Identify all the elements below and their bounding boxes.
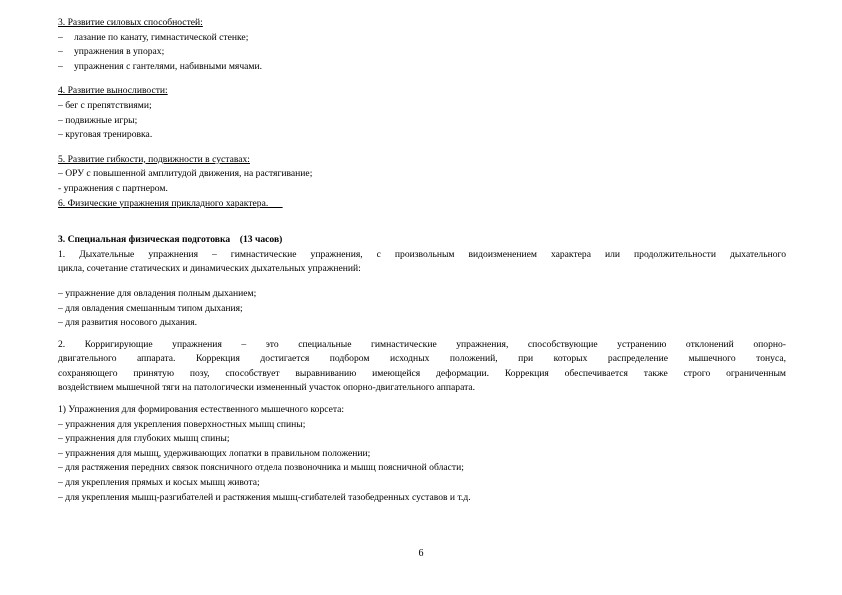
breathing-paragraph-line: цикла, сочетание статических и динамических дыхательных упражнений: xyxy=(58,263,361,275)
page-content xyxy=(58,16,786,505)
list-item: – для овладения смешанным типом дыхания; xyxy=(58,302,243,314)
list-item: – бег с препятствиями; xyxy=(58,99,152,111)
section-flexibility-heading: 5. Развитие гибкости, подвижности в суставах: xyxy=(58,153,250,165)
list-item: – упражнение для овладения полным дыханием; xyxy=(58,287,257,299)
list-item: – ОРУ с повышенной амплитудой движения, на растягивание; xyxy=(58,168,313,180)
list-item: – подвижные игры; xyxy=(58,114,138,126)
corset-heading: 1) Упражнения для формирования естественного мышечного корсета: xyxy=(58,404,345,416)
list-item: – упражнения в упорах; xyxy=(58,46,165,58)
list-item: - упражнения с партнером. xyxy=(58,182,168,194)
corrective-paragraph-line: сохраняющего принятую позу, способствует выравниванию имеющейся деформации. Коррекция обеспечивается также строго ограниченным xyxy=(58,367,786,379)
breathing-paragraph-line: 1. Дыхательные упражнения – гимнастические упражнения, с произвольным видоизменением характера или продолжительности дыхательного xyxy=(58,248,786,260)
list-item: – лазание по канату, гимнастической стенке; xyxy=(58,31,249,43)
list-item: – упражнения для укрепления поверхностных мышц спины; xyxy=(58,418,306,430)
list-item: – для растяжения передних связок поясничного отдела позвоночника и мышц поясничной области; xyxy=(58,462,464,474)
section-strength-heading: 3. Развитие силовых способностей: xyxy=(58,17,203,28)
list-item: – круговая тренировка. xyxy=(58,129,153,141)
section-endurance-heading: 4. Развитие выносливости: xyxy=(58,85,168,97)
list-item: – для укрепления мышц-разгибателей и растяжения мышц-сгибателей тазобедренных суставов и т.д. xyxy=(58,491,471,503)
list-item: – для укрепления прямых и косых мышц живота; xyxy=(58,477,260,489)
corrective-paragraph-line: воздействием мышечной тяги на патологически измененный участок опорно-двигательного аппарата. xyxy=(58,382,476,394)
list-item: – упражнения с гантелями, набивными мячами. xyxy=(58,60,263,72)
page-number: 6 xyxy=(418,548,424,559)
special-training-heading: 3. Специальная физическая подготовка (13 часов) xyxy=(58,234,283,246)
list-item: – для развития носового дыхания. xyxy=(58,317,198,329)
corrective-paragraph-line: двигательного аппарата. Коррекция достигается подбором исходных положений, при которых распределение мышечного тонуса, xyxy=(58,353,786,365)
list-item: – упражнения для глубоких мышц спины; xyxy=(58,433,230,445)
corrective-paragraph-line: 2. Корригирующие упражнения – это специальные гимнастические упражнения, способствующие устранению отклонений опорно- xyxy=(58,338,786,350)
list-item: – упражнения для мышц, удерживающих лопатки в правильном положении; xyxy=(58,447,371,459)
section-applied-heading: 6. Физические упражнения прикладного характера. xyxy=(58,197,283,209)
